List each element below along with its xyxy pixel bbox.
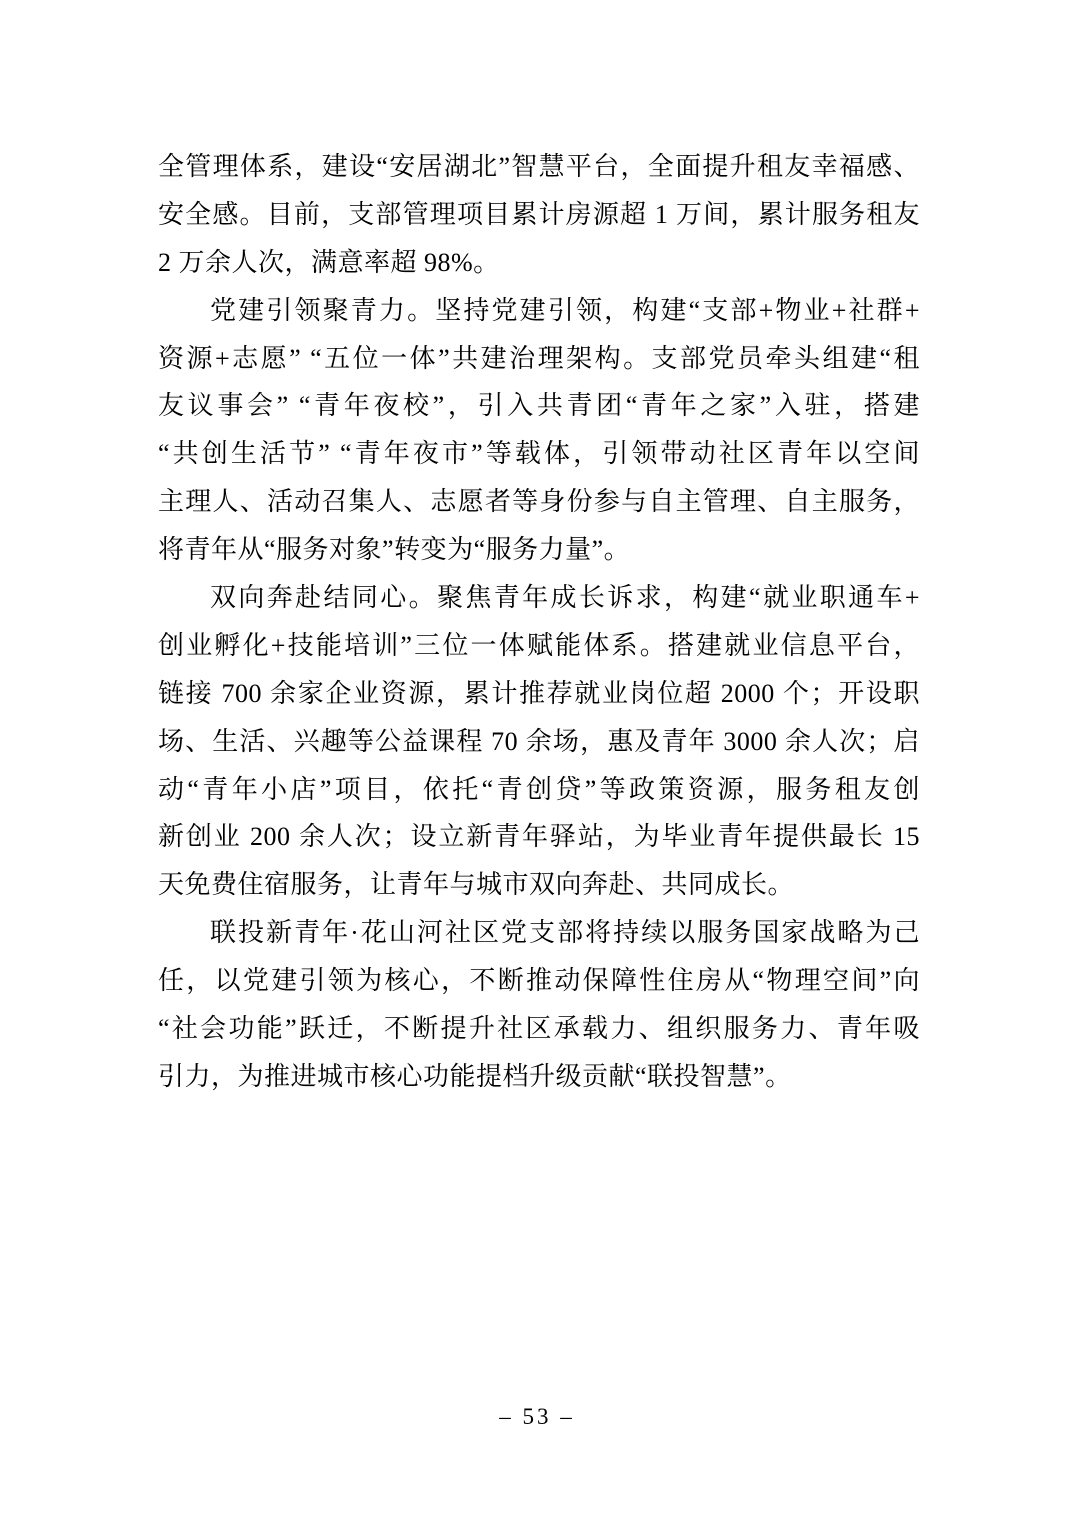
text-line-p2-l6: 将青年从“服务对象”转变为“服务力量”。	[158, 535, 631, 565]
text-line-p2-l5: 主理人、活动召集人、志愿者等身份参与自主管理、自主服务，	[158, 487, 920, 517]
text-line-p4-l2: 任，以党建引领为核心，不断推动保障性住房从“物理空间”向	[158, 966, 920, 996]
text-line-p2-l2: 资源+志愿” “五位一体”共建治理架构。支部党员牵头组建“租	[158, 343, 920, 373]
text-line-p3-l1: 双向奔赴结同心。聚焦青年成长诉求，构建“就业职通车+	[210, 583, 920, 613]
text-line-p3-l2: 创业孵化+技能培训”三位一体赋能体系。搭建就业信息平台，	[158, 630, 920, 660]
text-line-p4-l1: 联投新青年·花山河社区党支部将持续以服务国家战略为己	[210, 918, 920, 948]
text-line-p1-l3: 2 万余人次，满意率超 98%。	[158, 247, 500, 277]
text-line-p3-l5: 动“青年小店”项目，依托“青创贷”等政策资源，服务租友创	[158, 774, 920, 804]
text-line-p2-l1: 党建引领聚青力。坚持党建引领，构建“支部+物业+社群+	[210, 295, 920, 325]
text-line-p4-l3: “社会功能”跃迁，不断提升社区承载力、组织服务力、青年吸	[158, 1014, 920, 1044]
page-number: – 53 –	[499, 1404, 575, 1429]
text-line-p2-l4: “共创生活节” “青年夜市”等载体，引领带动社区青年以空间	[158, 439, 920, 469]
text-line-p4-l4: 引力，为推进城市核心功能提档升级贡献“联投智慧”。	[158, 1061, 792, 1091]
text-line-p3-l4: 场、生活、兴趣等公益课程 70 余场，惠及青年 3000 余人次；启	[158, 726, 920, 756]
text-line-p3-l7: 天免费住宿服务，让青年与城市双向奔赴、共同成长。	[158, 870, 795, 900]
document-body	[158, 143, 920, 1101]
text-line-p3-l3: 链接 700 余家企业资源，累计推荐就业岗位超 2000 个；开设职	[158, 678, 920, 708]
text-line-p1-l2: 安全感。目前，支部管理项目累计房源超 1 万间，累计服务租友	[158, 199, 920, 229]
text-line-p1-l1: 全管理体系，建设“安居湖北”智慧平台，全面提升租友幸福感、	[158, 152, 920, 181]
text-line-p2-l3: 友议事会” “青年夜校”，引入共青团“青年之家”入驻，搭建	[158, 391, 920, 421]
text-line-p3-l6: 新创业 200 余人次；设立新青年驿站，为毕业青年提供最长 15	[158, 822, 920, 852]
